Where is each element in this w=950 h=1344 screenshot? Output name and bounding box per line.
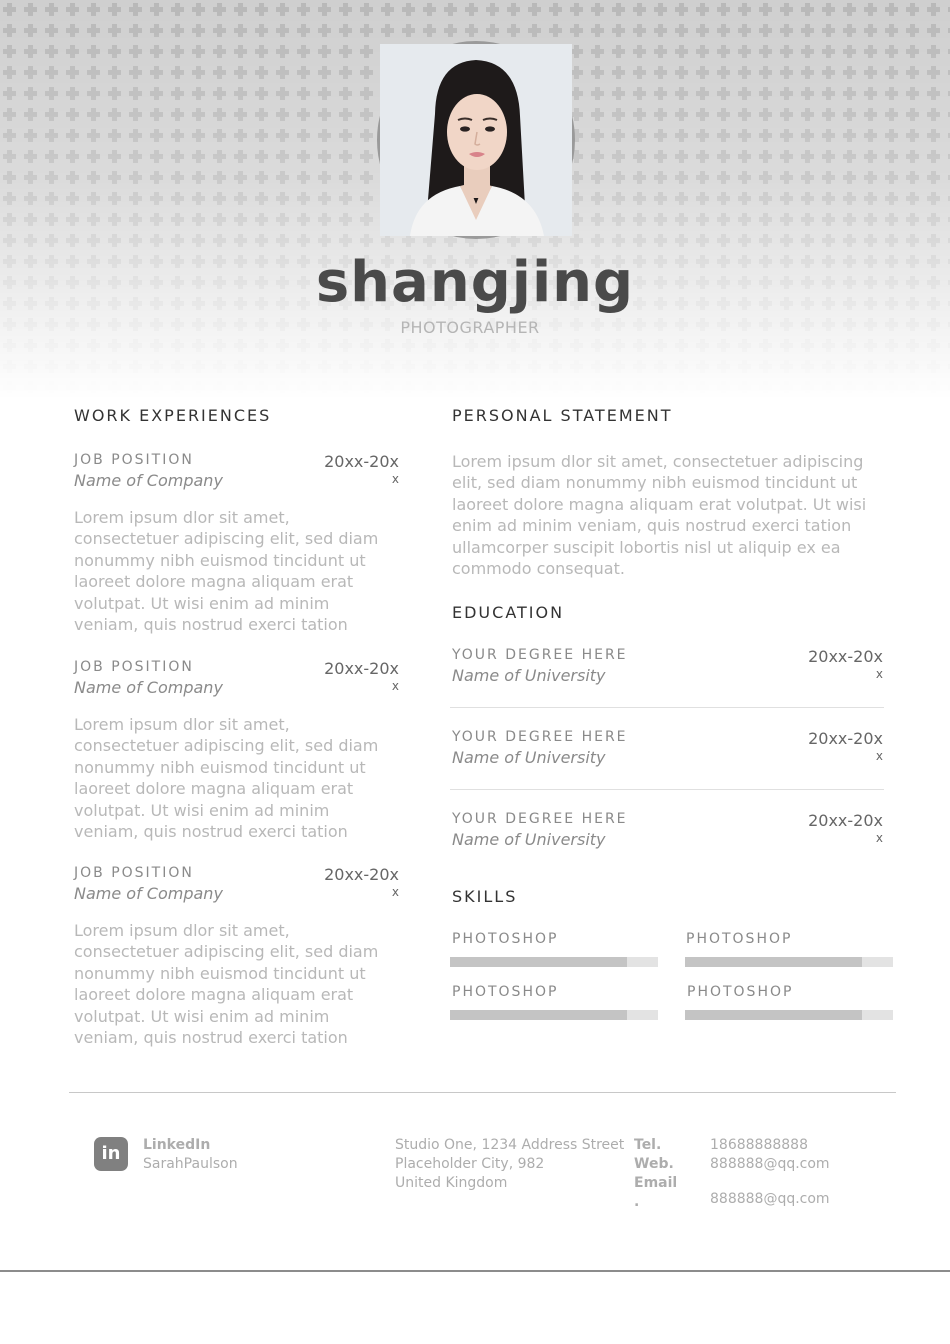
skill-bar-fill [685, 957, 862, 967]
education-date: 20xx-20x [808, 647, 883, 666]
avatar-photo-icon [380, 44, 572, 236]
education-date-tail: x [875, 667, 883, 681]
job-position: JOB POSITION [74, 865, 194, 881]
job-company: Name of Company [74, 678, 223, 697]
university: Name of University [452, 830, 606, 849]
email-label-dot: . [634, 1194, 640, 1210]
person-role: PHOTOGRAPHER [400, 318, 540, 337]
skill-bar [450, 957, 658, 967]
skill-label: PHOTOSHOP [687, 984, 794, 1000]
degree: YOUR DEGREE HERE [452, 647, 628, 663]
job-position: JOB POSITION [74, 659, 194, 675]
linkedin-user[interactable]: SarahPaulson [143, 1156, 238, 1172]
skills-section-title: SKILLS [452, 887, 518, 906]
job-date: 20xx-20x [324, 865, 399, 884]
linkedin-icon[interactable]: in [94, 1137, 128, 1171]
footer-divider [69, 1092, 896, 1093]
skill-bar-fill [685, 1010, 862, 1020]
web-value[interactable]: 888888@qq.com [710, 1156, 830, 1172]
skill-label: PHOTOSHOP [452, 931, 559, 947]
job-date-tail: x [391, 679, 399, 693]
email-value[interactable]: 888888@qq.com [710, 1191, 830, 1207]
job-date-tail: x [391, 472, 399, 486]
person-name: shangjing [315, 250, 635, 315]
job-description: Lorem ipsum dlor sit amet, consectetuer adipiscing elit, sed diam nonummy nibh euismod tincidunt ut laoreet dolore magna aliquam erat volutpat. Ut wisi enim ad minim veniam, quis nostrud exerci tation [74, 715, 379, 842]
job-description: Lorem ipsum dlor sit amet, consectetuer adipiscing elit, sed diam nonummy nibh euismod tincidunt ut laoreet dolore magna aliquam erat volutpat. Ut wisi enim ad minim veniam, quis nostrud exerci tation [74, 508, 379, 635]
education-section-title: EDUCATION [452, 603, 565, 622]
tel-value: 18688888888 [710, 1137, 808, 1153]
skill-bar [685, 957, 893, 967]
address-line-3: United Kingdom [395, 1175, 508, 1191]
divider [450, 789, 884, 790]
page-bottom-border [0, 1270, 950, 1272]
skill-bar [450, 1010, 658, 1020]
skill-bar-fill [450, 957, 627, 967]
statement-section-title: PERSONAL STATEMENT [452, 406, 673, 425]
linkedin-label: LinkedIn [143, 1137, 211, 1153]
tel-label: Tel. [634, 1137, 662, 1153]
university: Name of University [452, 748, 606, 767]
education-date-tail: x [875, 831, 883, 845]
education-date-tail: x [875, 749, 883, 763]
avatar [377, 41, 575, 239]
address-line-2: Placeholder City, 982 [395, 1156, 545, 1172]
education-date: 20xx-20x [808, 729, 883, 748]
skill-label: PHOTOSHOP [686, 931, 793, 947]
job-description: Lorem ipsum dlor sit amet, consectetuer adipiscing elit, sed diam nonummy nibh euismod tincidunt ut laoreet dolore magna aliquam erat volutpat. Ut wisi enim ad minim veniam, quis nostrud exerci tation [74, 921, 379, 1048]
skill-label: PHOTOSHOP [452, 984, 559, 1000]
university: Name of University [452, 666, 606, 685]
job-date-tail: x [391, 885, 399, 899]
web-label: Web. [634, 1156, 674, 1172]
job-position: JOB POSITION [74, 452, 194, 468]
address-line-1: Studio One, 1234 Address Street [395, 1137, 625, 1153]
job-company: Name of Company [74, 884, 223, 903]
degree: YOUR DEGREE HERE [452, 729, 628, 745]
skill-bar [685, 1010, 893, 1020]
job-company: Name of Company [74, 471, 223, 490]
email-label: Email [634, 1175, 678, 1191]
work-section-title: WORK EXPERIENCES [74, 406, 272, 425]
education-date: 20xx-20x [808, 811, 883, 830]
job-date: 20xx-20x [324, 659, 399, 678]
divider [450, 707, 884, 708]
skill-bar-fill [450, 1010, 627, 1020]
degree: YOUR DEGREE HERE [452, 811, 628, 827]
job-date: 20xx-20x [324, 452, 399, 471]
statement-text: Lorem ipsum dlor sit amet, consectetuer adipiscing elit, sed diam nonummy nibh euismod tincidunt ut laoreet dolore magna aliquam erat volutpat. Ut wisi enim ad minim veniam, quis nostrud exerci tation ullamcorper suscipit lobortis nisl ut aliquip ex ea commodo consequat. [452, 452, 867, 579]
